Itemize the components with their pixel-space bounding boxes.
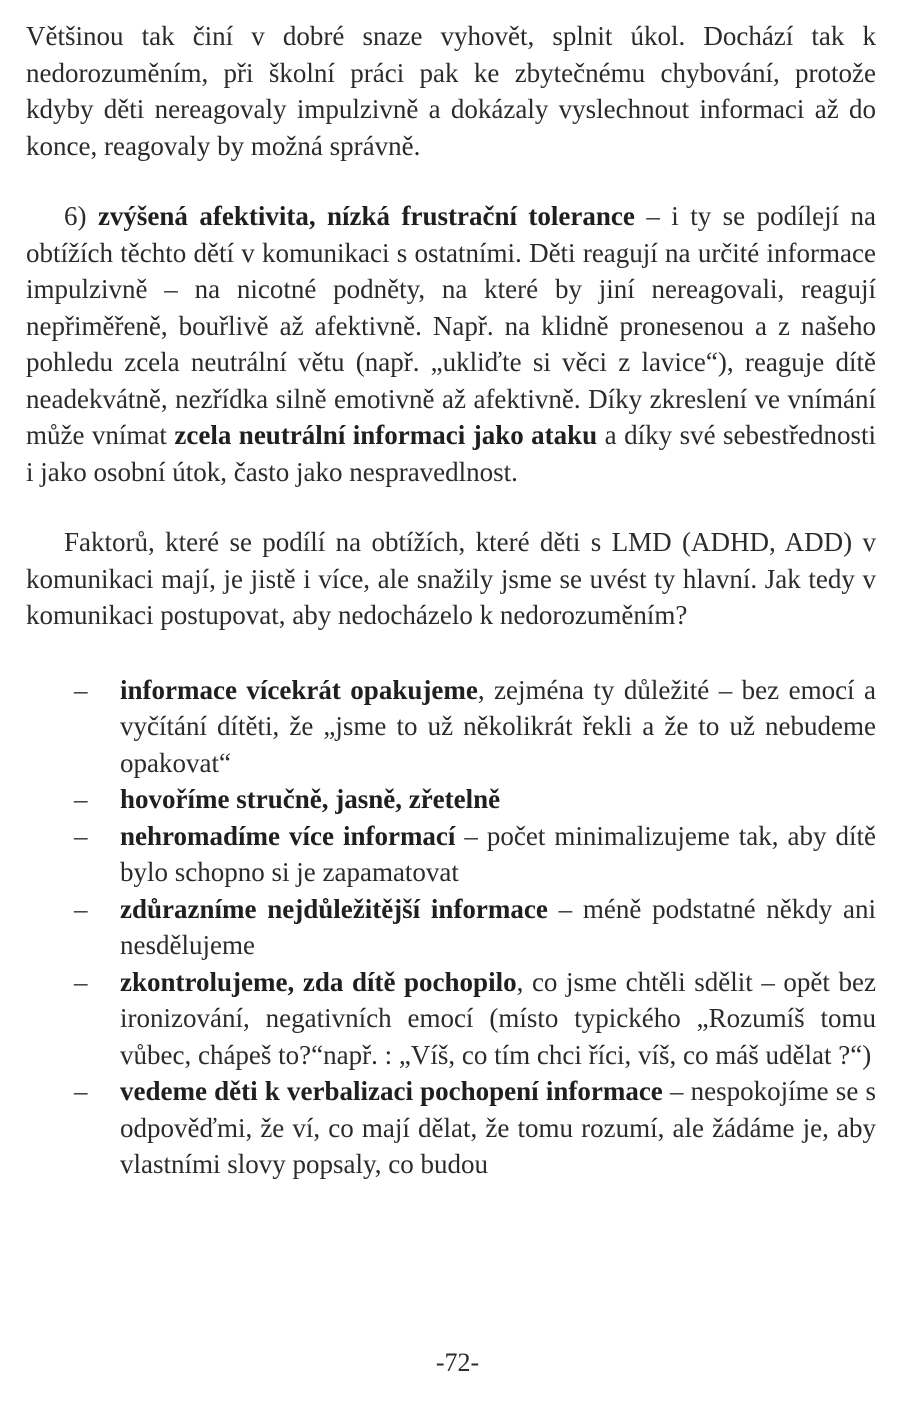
paragraph-2-text-2: a díky své sebestřednosti i jako osobní útok, často jako nespravedlnost. [26,420,876,487]
paragraph-2-bold-emphasis: zcela neutrální informaci jako ataku [174,420,598,450]
dash-bullet: – [74,674,88,705]
list-item-text: – méně podstatné někdy ani nesdělujeme [120,893,877,960]
dash-bullet: – [74,820,88,851]
list-item-text: , co jsme chtěli sdělit – opět bez ironizování, negativních emocí (místo typického „Rozumíš tomu vůbec, chápeš to?“např. : „Víš, co tím chci říci, víš, co máš udělat ?“) [120,966,876,1070]
recommendations-list [26,672,876,1183]
list-item [26,818,876,891]
paragraph-2-bold-heading: zvýšená afektivita, nízká frustrační tolerance [97,201,635,231]
paragraph-1-text: Většinou tak činí v dobré snaze vyhovět, splnit úkol. Dochází tak k nedorozuměním, při školní práci pak ke zbytečnému chybování, protože kdyby děti nereagovaly impulzivně a dokázaly vyslechnout informaci až do konce, reagovaly by možná správně. [26,21,876,161]
list-item-bold: informace vícekrát opakujeme [120,674,478,705]
paragraph-2-text-1: – i ty se podílejí na obtížích těchto dětí v komunikaci s ostatními. Děti reagují na určité informace impulzivně – na nicotné podněty, na které by jiní nereagovali, reagují nepřiměřeně, bouřlivě až afektivně. Např. na klidně pronesenou a z našeho pohledu zcela neutrální větu (např. „ukliďte si věci z lavice“), reaguje dítě neadekvátně, nezřídka silně emotivně až afektivně. Díky zkreslení ve vnímání může vnímat [26,201,877,450]
list-item [26,964,876,1074]
dash-bullet: – [74,1076,88,1106]
list-item-text: – nespokojíme se s odpověďmi, že ví, co mají dělat, že tomu rozumí, ale žádáme je, aby vlastními slovy popsaly, co budou [120,1076,876,1179]
dash-bullet: – [74,784,88,814]
paragraph-3-text: Faktorů, které se podílí na obtížích, které děti s LMD (ADHD, ADD) v komunikaci mají, je jistě i více, ale snažily jsme se uvést ty hlavní. Jak tedy v komunikaci postupovat, aby nedocházelo k nedorozuměním? [26,527,876,630]
list-item [26,672,876,782]
list-item-bold: hovoříme stručně, jasně, zřetelně [120,784,501,814]
list-item-text: – počet minimalizujeme tak, aby dítě bylo schopno si je zapamatovat [120,820,876,887]
list-item-bold: zkontrolujeme, zda dítě pochopilo [120,966,517,997]
paragraph-3 [26,524,876,634]
list-item-text: , zejména ty důležité – bez emocí a vyčítání dítěti, že „jsme to už několikrát řekli a že to už nebudeme opakovat“ [120,674,876,778]
list-item-bold: vedeme děti k verbalizaci pochopení informace [120,1076,663,1106]
list-item [26,891,876,964]
dash-bullet: – [74,893,88,924]
paragraph-2-prefix: 6) [64,201,98,231]
page-content [26,18,876,1183]
page-number: -72- [435,1348,480,1377]
list-item [26,1073,876,1183]
paragraph-1 [26,18,876,164]
paragraph-2 [26,198,876,490]
list-item-bold: zdůrazníme nejdůležitější informace [120,893,548,924]
dash-bullet: – [74,966,88,997]
list-item [26,781,876,818]
list-item-bold: nehromadíme více informací [120,820,456,851]
